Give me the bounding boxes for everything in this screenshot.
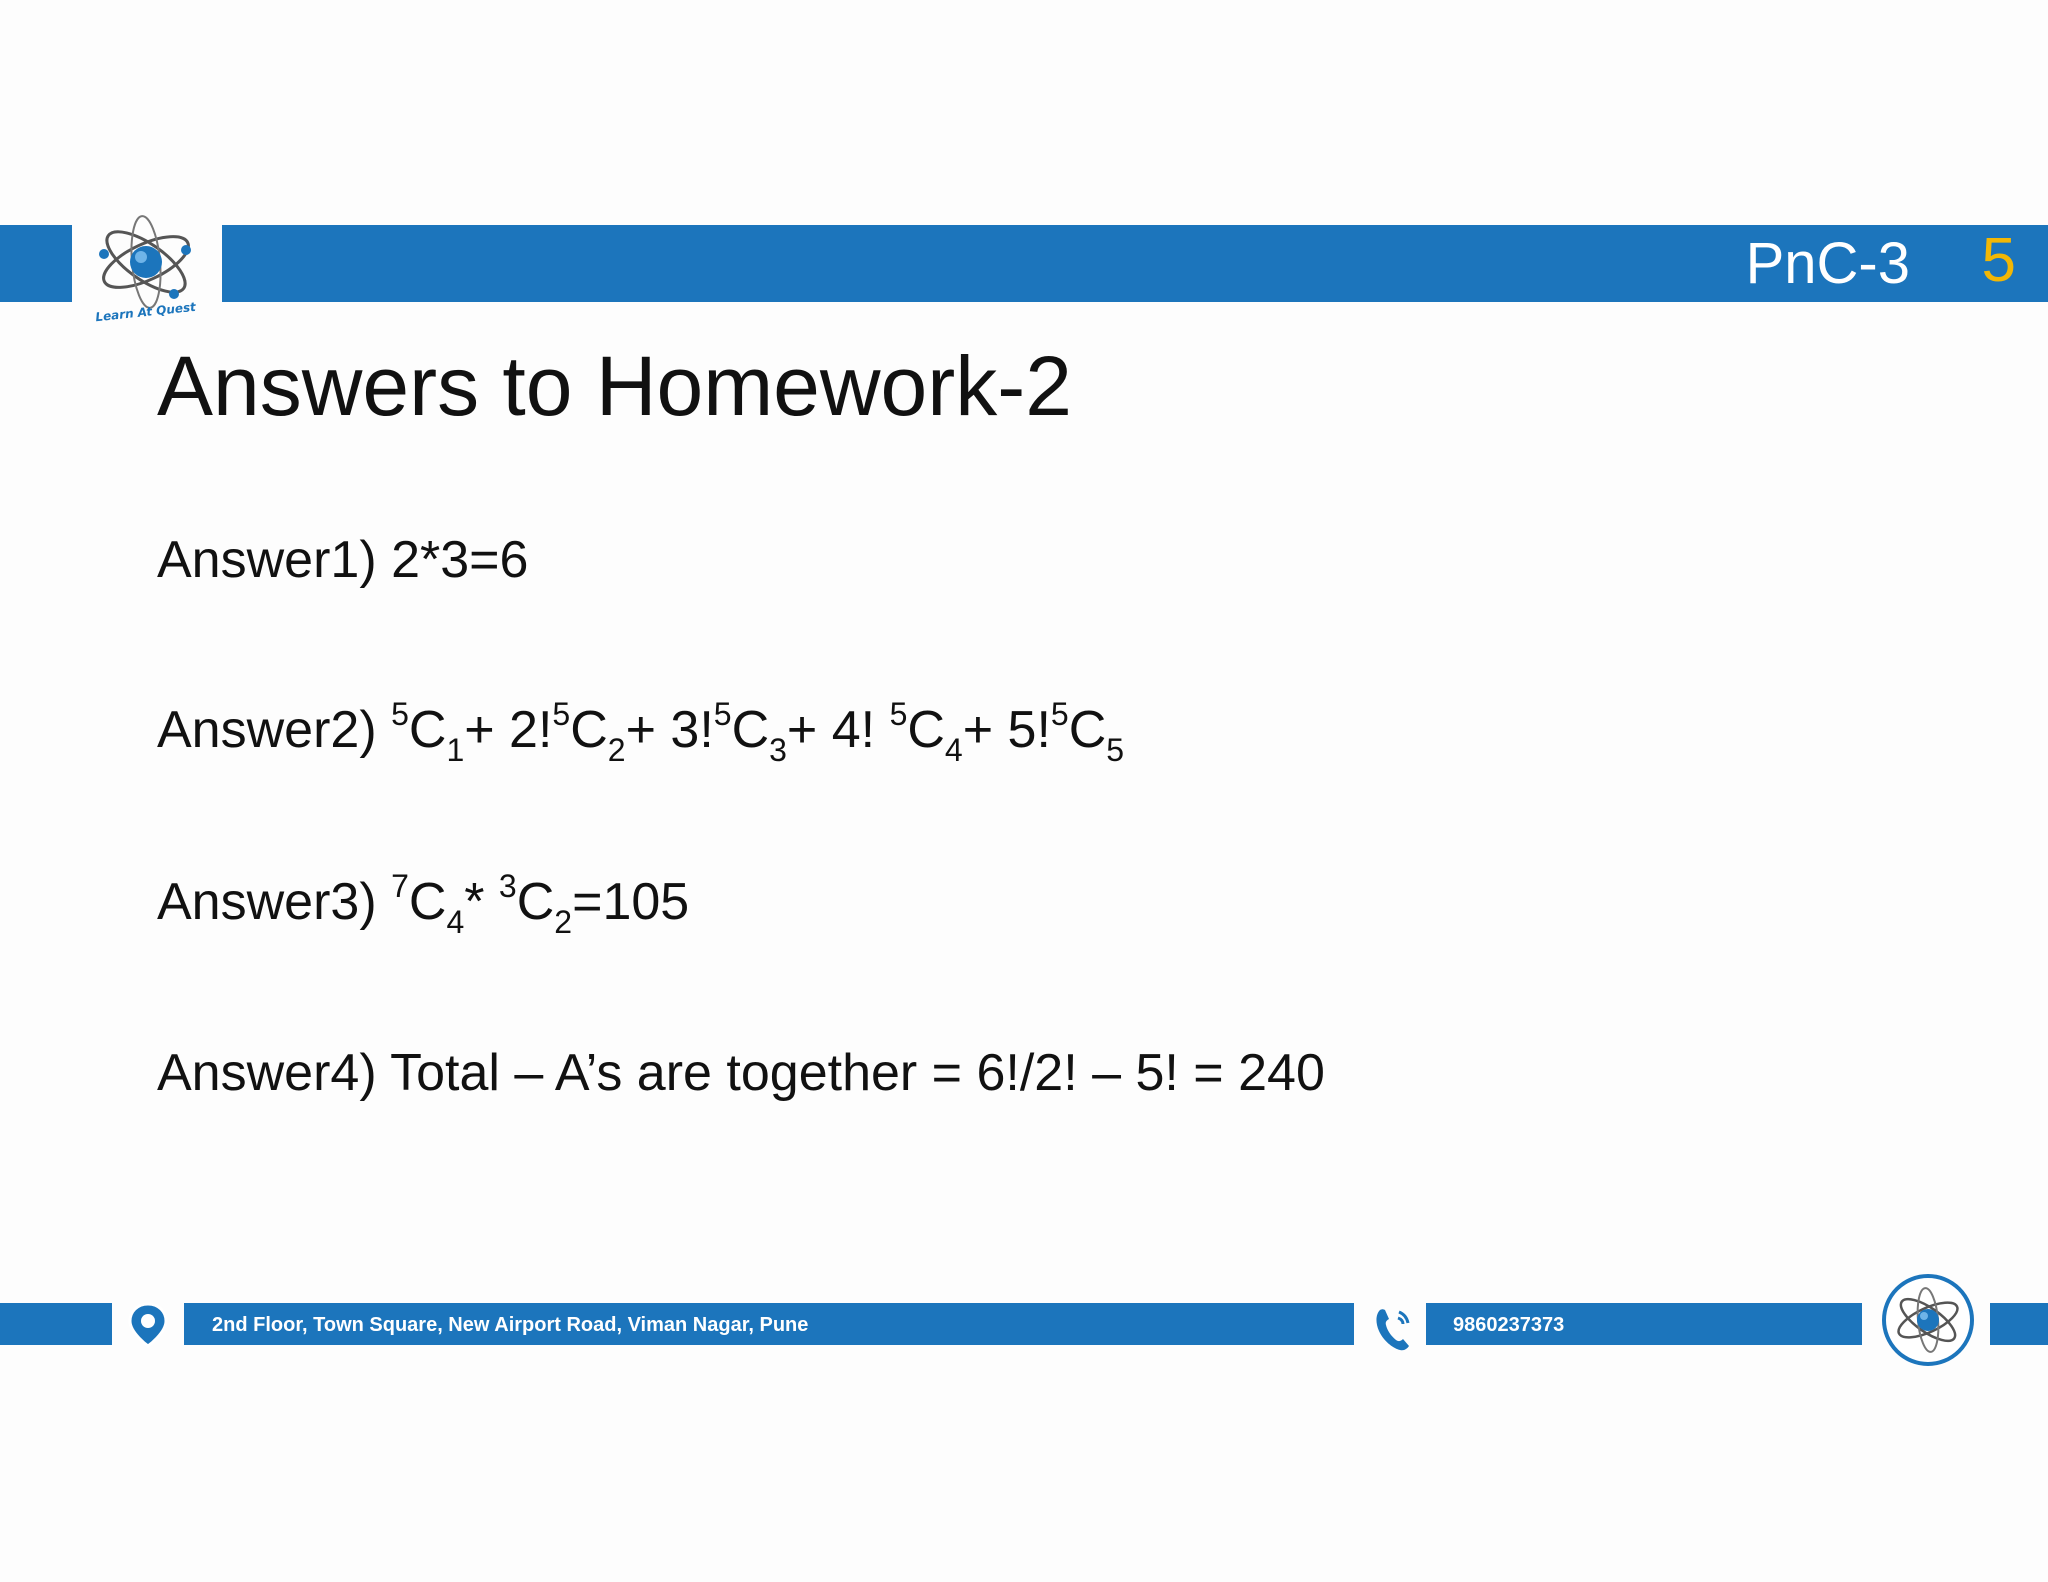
deck-code: PnC-3 xyxy=(1745,231,1910,296)
answer-3-term-1-n: 7 xyxy=(391,868,409,904)
learn-at-quest-logo xyxy=(86,210,206,326)
answer-3-term-2-n: 3 xyxy=(498,868,517,904)
answer-2-term-4-c: C xyxy=(907,701,945,759)
answer-2-term-5-c: C xyxy=(1068,701,1107,759)
answer-4 xyxy=(157,1041,1325,1105)
header-bar xyxy=(0,225,2048,302)
answer-2-term-2-suffix: + 3! xyxy=(625,701,714,759)
answer-2-term-5-n: 5 xyxy=(1050,696,1069,732)
answer-2-term-3-n: 5 xyxy=(713,696,732,732)
answer-3-operator: * xyxy=(464,873,499,931)
answer-2-term-1-suffix: + 2! xyxy=(464,701,553,759)
answer-2-term-4-r: 4 xyxy=(944,732,963,768)
logo-text: Learn At Quest xyxy=(94,299,197,325)
answer-3-term-1-c: C xyxy=(408,873,447,931)
answer-4-label: Answer4) xyxy=(157,1044,391,1102)
answer-2-term-4-n: 5 xyxy=(889,696,908,732)
answer-2-term-4-suffix: + 5! xyxy=(962,701,1051,759)
answer-3-term-2-c: C xyxy=(516,873,555,931)
answer-2-term-1-r: 1 xyxy=(446,732,465,768)
location-pin-icon xyxy=(126,1302,170,1348)
answer-2-term-1-c: C xyxy=(408,701,447,759)
footer-logo-icon xyxy=(1880,1272,1976,1368)
answer-1-label: Answer1) xyxy=(157,531,392,589)
answer-3 xyxy=(157,868,690,940)
footer-address: 2nd Floor, Town Square, New Airport Road, Viman Nagar, Pune xyxy=(212,1314,809,1336)
footer-phone: 9860237373 xyxy=(1453,1314,1565,1336)
answer-3-label: Answer3) xyxy=(157,873,392,931)
answer-2-term-2-r: 2 xyxy=(607,732,626,768)
answer-2-term-5-r: 5 xyxy=(1106,732,1125,768)
footer-bar-left xyxy=(0,1303,112,1345)
answer-2-term-1-n: 5 xyxy=(391,696,409,732)
answer-3-result: =105 xyxy=(572,873,690,931)
answer-2 xyxy=(157,696,1125,768)
answer-2-label: Answer2) xyxy=(157,701,392,759)
answer-2-term-3-r: 3 xyxy=(769,732,787,768)
footer-bar-right xyxy=(1990,1303,2048,1345)
answer-2-term-3-suffix: + 4! xyxy=(786,701,890,759)
answer-3-term-2-r: 2 xyxy=(554,904,573,940)
slide-title: Answers to Homework-2 xyxy=(157,339,1072,433)
answer-2-term-2-c: C xyxy=(570,701,608,759)
slide-number: 5 xyxy=(1981,226,2016,295)
answer-2-term-3-c: C xyxy=(731,701,770,759)
answer-1-expression: 2*3=6 xyxy=(391,531,529,589)
answer-2-term-2-n: 5 xyxy=(552,696,571,732)
answer-3-term-1-r: 4 xyxy=(446,904,465,940)
phone-icon xyxy=(1372,1306,1414,1352)
answer-1 xyxy=(157,528,528,592)
answer-4-expression: Total – A’s are together = 6!/2! – 5! = 240 xyxy=(390,1044,1325,1102)
